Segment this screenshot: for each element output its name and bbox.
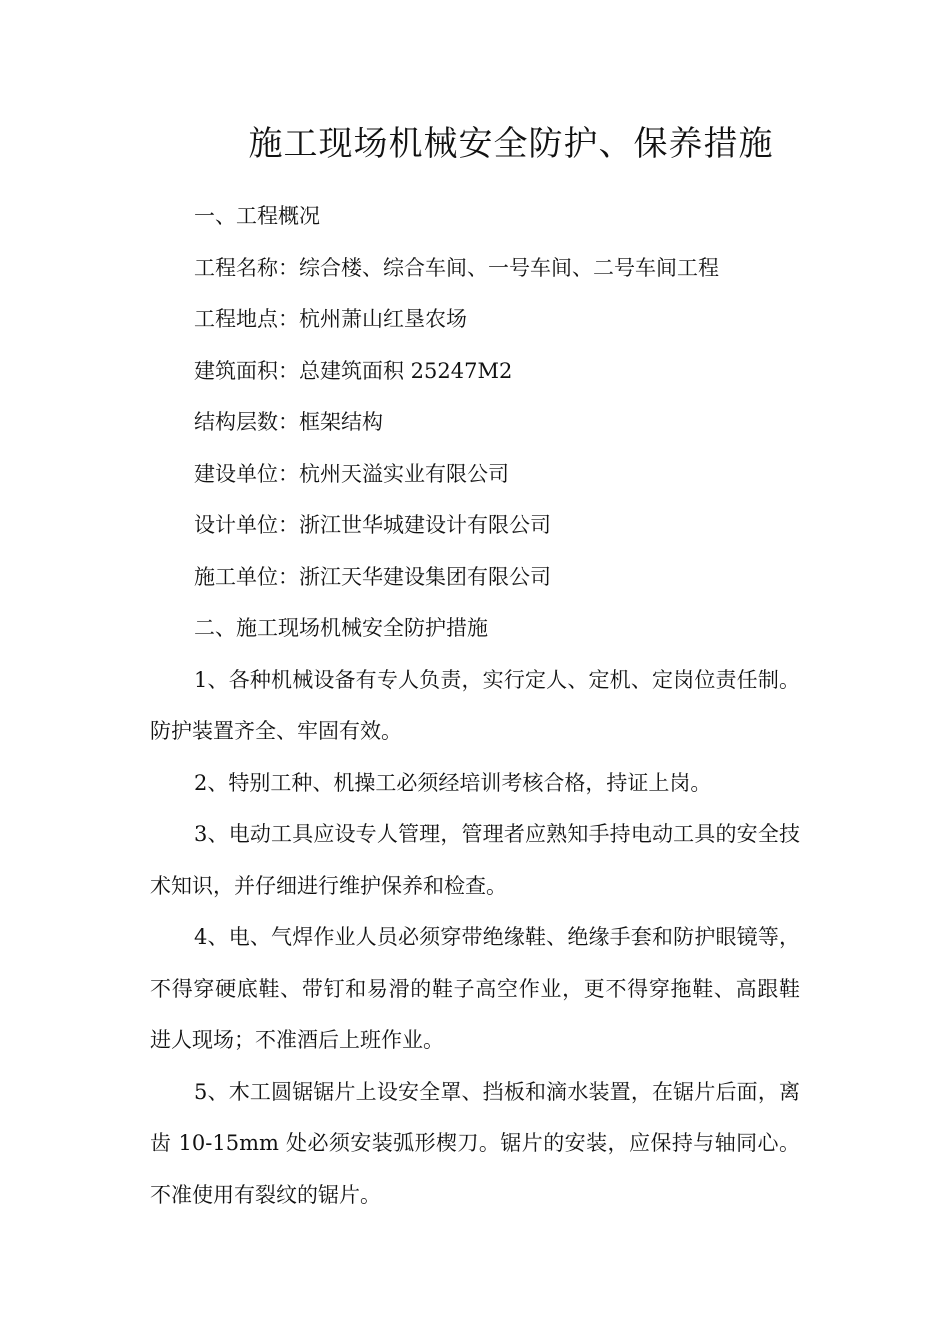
overview-value: 框架结构 [299, 410, 383, 434]
overview-value: 浙江天华建设集团有限公司 [299, 564, 551, 589]
overview-item-designer [150, 500, 800, 552]
overview-label: 结构层数： [194, 410, 299, 434]
overview-value: 总建筑面积 25247M2 [299, 358, 513, 383]
measure-paragraph-3: 3、电动工具应设专人管理，管理者应熟知手持电动工具的安全技术知识，并仔细进行维护保养和检查。 [150, 822, 800, 898]
overview-item-structure [150, 397, 800, 449]
overview-item-area [150, 346, 800, 398]
measure-paragraph-2: 2、特别工种、机操工必须经培训考核合格，持证上岗。 [194, 770, 712, 795]
overview-label: 建筑面积： [194, 358, 299, 383]
document-title: 施工现场机械安全防护、保养措施 [248, 124, 774, 164]
overview-label: 建设单位： [194, 461, 299, 486]
overview-value: 浙江世华城建设计有限公司 [299, 513, 551, 537]
overview-item-owner [150, 449, 800, 501]
overview-label: 设计单位： [194, 513, 299, 537]
overview-label: 工程地点： [194, 307, 299, 331]
section-heading-measures: 二、施工现场机械安全防护措施 [194, 616, 488, 640]
measure-paragraph-4: 4、电、气焊作业人员必须穿带绝缘鞋、绝缘手套和防护眼镜等，不得穿硬底鞋、带钉和易滑的鞋子高空作业，更不得穿拖鞋、高跟鞋进人现场；不准酒后上班作业。 [150, 925, 800, 1052]
overview-value: 杭州萧山红垦农场 [299, 307, 467, 331]
overview-label: 施工单位： [194, 564, 299, 589]
overview-item-contractor [150, 552, 800, 604]
overview-item-project-name [150, 243, 800, 295]
overview-label: 工程名称： [194, 255, 299, 280]
measure-paragraph-5: 5、木工圆锯锯片上设安全罩、挡板和滴水装置，在锯片后面，离齿 10-15mm 处必须安装弧形楔刀。锯片的安装，应保持与轴同心。不准使用有裂纹的锯片。 [150, 1079, 800, 1207]
overview-item-location [150, 294, 800, 346]
section-heading-overview: 一、工程概况 [194, 204, 320, 228]
measure-paragraph-1: 1、各种机械设备有专人负责，实行定人、定机、定岗位责任制。防护装置齐全、牢固有效。 [150, 667, 800, 743]
overview-value: 综合楼、综合车间、一号车间、二号车间工程 [299, 255, 719, 280]
document-body [150, 191, 800, 1221]
overview-value: 杭州天溢实业有限公司 [299, 461, 509, 486]
